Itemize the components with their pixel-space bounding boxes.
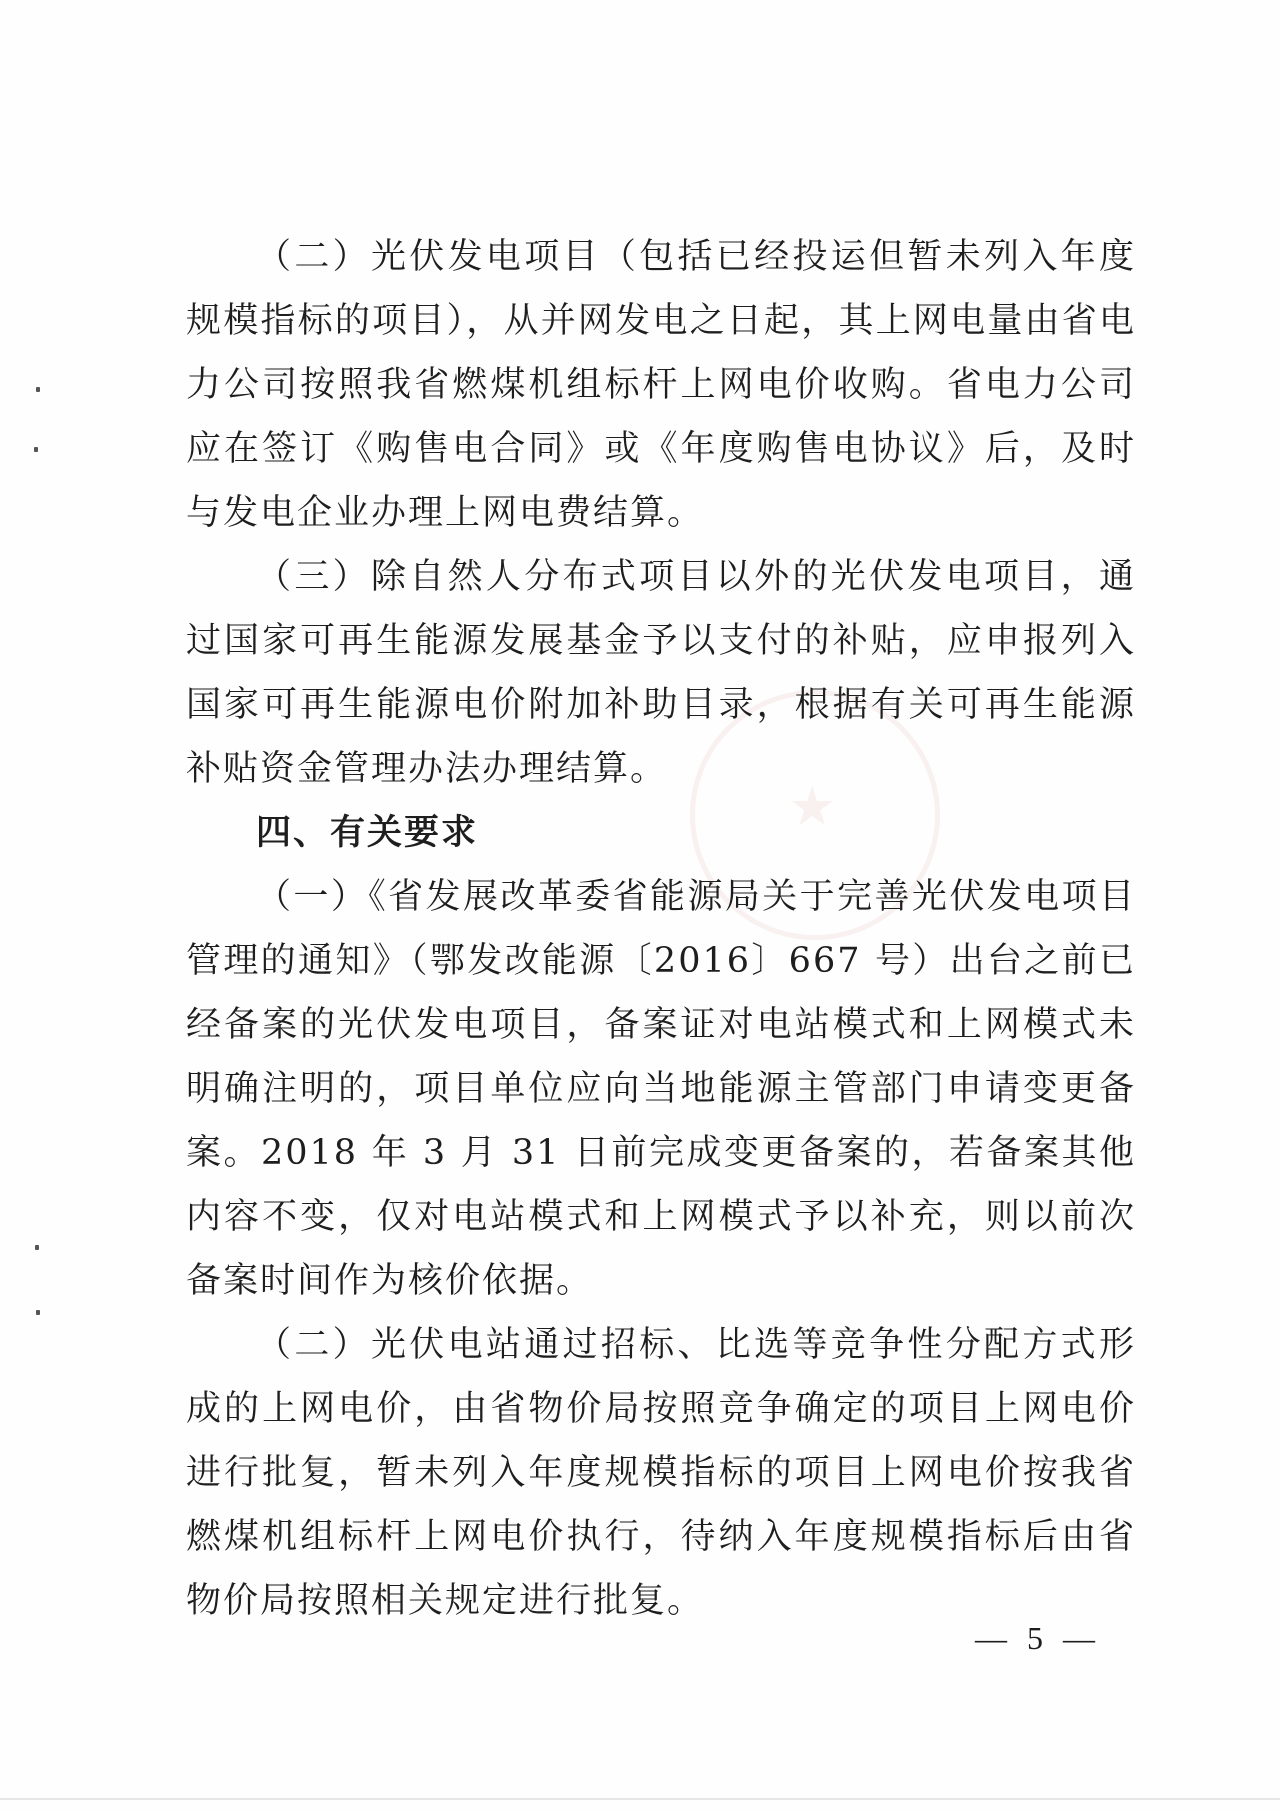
scan-speck	[35, 1245, 39, 1250]
scan-speck	[36, 387, 40, 392]
paragraph-competitive-pricing: （二）光伏电站通过招标、比选等竞争性分配方式形成的上网电价，由省物价局按照竞争确定的项目上网电价进行批复，暂未列入年度规模指标的项目上网电价按我省燃煤机组标杆上网电价执行，待纳入年度规模指标后由省物价局按照相关规定进行批复。	[186, 1325, 1136, 1621]
seal-star-icon: ★	[788, 775, 837, 838]
paragraph-grid-settlement: （二）光伏发电项目（包括已经投运但暂未列入年度规模指标的项目），从并网发电之日起，其上网电量由省电力公司按照我省燃煤机组标杆上网电价收购。省电力公司应在签订《购售电合同》或《年度购售电协议》后，及时与发电企业办理上网电费结算。	[186, 237, 1136, 533]
paragraph-subsidy-settlement: （三）除自然人分布式项目以外的光伏发电项目，通过国家可再生能源发展基金予以支付的补贴，应申报列入国家可再生能源电价附加补助目录，根据有关可再生能源补贴资金管理办法办理结算。	[186, 557, 1136, 789]
scan-speck	[36, 1310, 40, 1315]
paragraph-filing-change: （一）《省发展改革委省能源局关于完善光伏发电项目管理的通知》（鄂发改能源〔2016〕667 号）出台之前已经备案的光伏发电项目，备案证对电站模式和上网模式未明确注明的，项目单位应向当地能源主管部门申请变更备案。2018 年 3 月 31 日前完成变更备案的，若备案其他内容不变，仅对电站模式和上网模式予以补充，则以前次备案时间作为核价依据。	[186, 877, 1136, 1301]
document-body	[186, 225, 1136, 1633]
page-number: — 5 —	[975, 1620, 1101, 1656]
page-bottom-edge	[0, 1798, 1280, 1800]
section-heading-requirements: 四、有关要求	[256, 813, 479, 853]
scan-speck	[34, 447, 38, 452]
